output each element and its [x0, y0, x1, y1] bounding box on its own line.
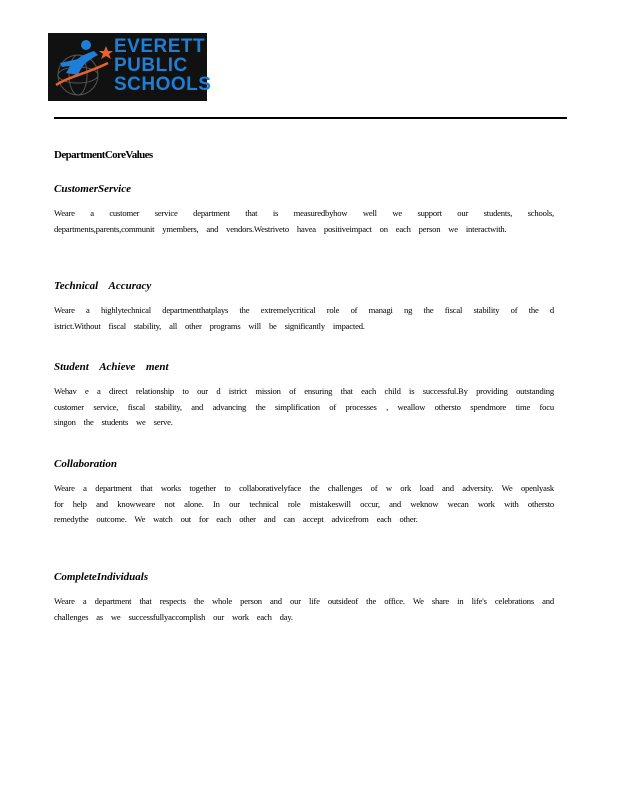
section-heading: Collaboration	[54, 458, 117, 470]
horizontal-divider	[54, 117, 567, 119]
runner-globe-icon	[48, 33, 118, 101]
section-customer-service	[54, 183, 554, 237]
logo-line-2: PUBLIC	[114, 55, 188, 76]
section-body: Weare a customer service department that is measuredbyhow well we support our students, schools, departments,parents,communit ymembers, and vendors.Westriveto havea positiveimpact on each person we interactwith.	[54, 208, 554, 234]
everett-public-schools-logo	[48, 33, 212, 101]
section-body: Weare a department that respects the whole person and our life outsideof the office. We share in life's celebrations and challenges as we successfullyaccomplish our work each day.	[54, 596, 554, 622]
section-heading: Technical Accuracy	[54, 280, 152, 292]
section-heading: CompleteIndividuals	[54, 571, 149, 583]
document-title: DepartmentCoreValues	[54, 149, 153, 161]
section-heading: CustomerService	[54, 183, 131, 195]
section-complete-individuals	[54, 571, 554, 625]
section-heading: Student Achieve ment	[54, 361, 169, 373]
section-body: Weare a highlytechnical departmentthatplays the extremelycritical role of managi ng the fiscal stability of the d istrict.Without fiscal stability, all other programs will be significantly impacted.	[54, 305, 554, 331]
logo-line-3: SCHOOLS	[114, 74, 212, 95]
section-technical-accuracy	[54, 280, 554, 334]
section-body: Wehav e a direct relationship to our d istrict mission of ensuring that each child is successful.By providing outstanding customer service, fiscal stability, and advancing the simplification of processes , weallow othersto spendmore time focu singon the students we serve.	[54, 386, 554, 428]
section-body: Weare a department that works together to collaborativelyface the challenges of w ork load and adversity. We openlyask for help and knowweare not alone. In our technical role mistakeswill occur, and weknow wecan work with othersto remedythe outcome. We watch out for each other and can accept advicefrom each other.	[54, 483, 554, 525]
section-collaboration	[54, 458, 554, 528]
logo-line-1: EVERETT	[114, 36, 206, 57]
section-student-achievement	[54, 361, 554, 431]
